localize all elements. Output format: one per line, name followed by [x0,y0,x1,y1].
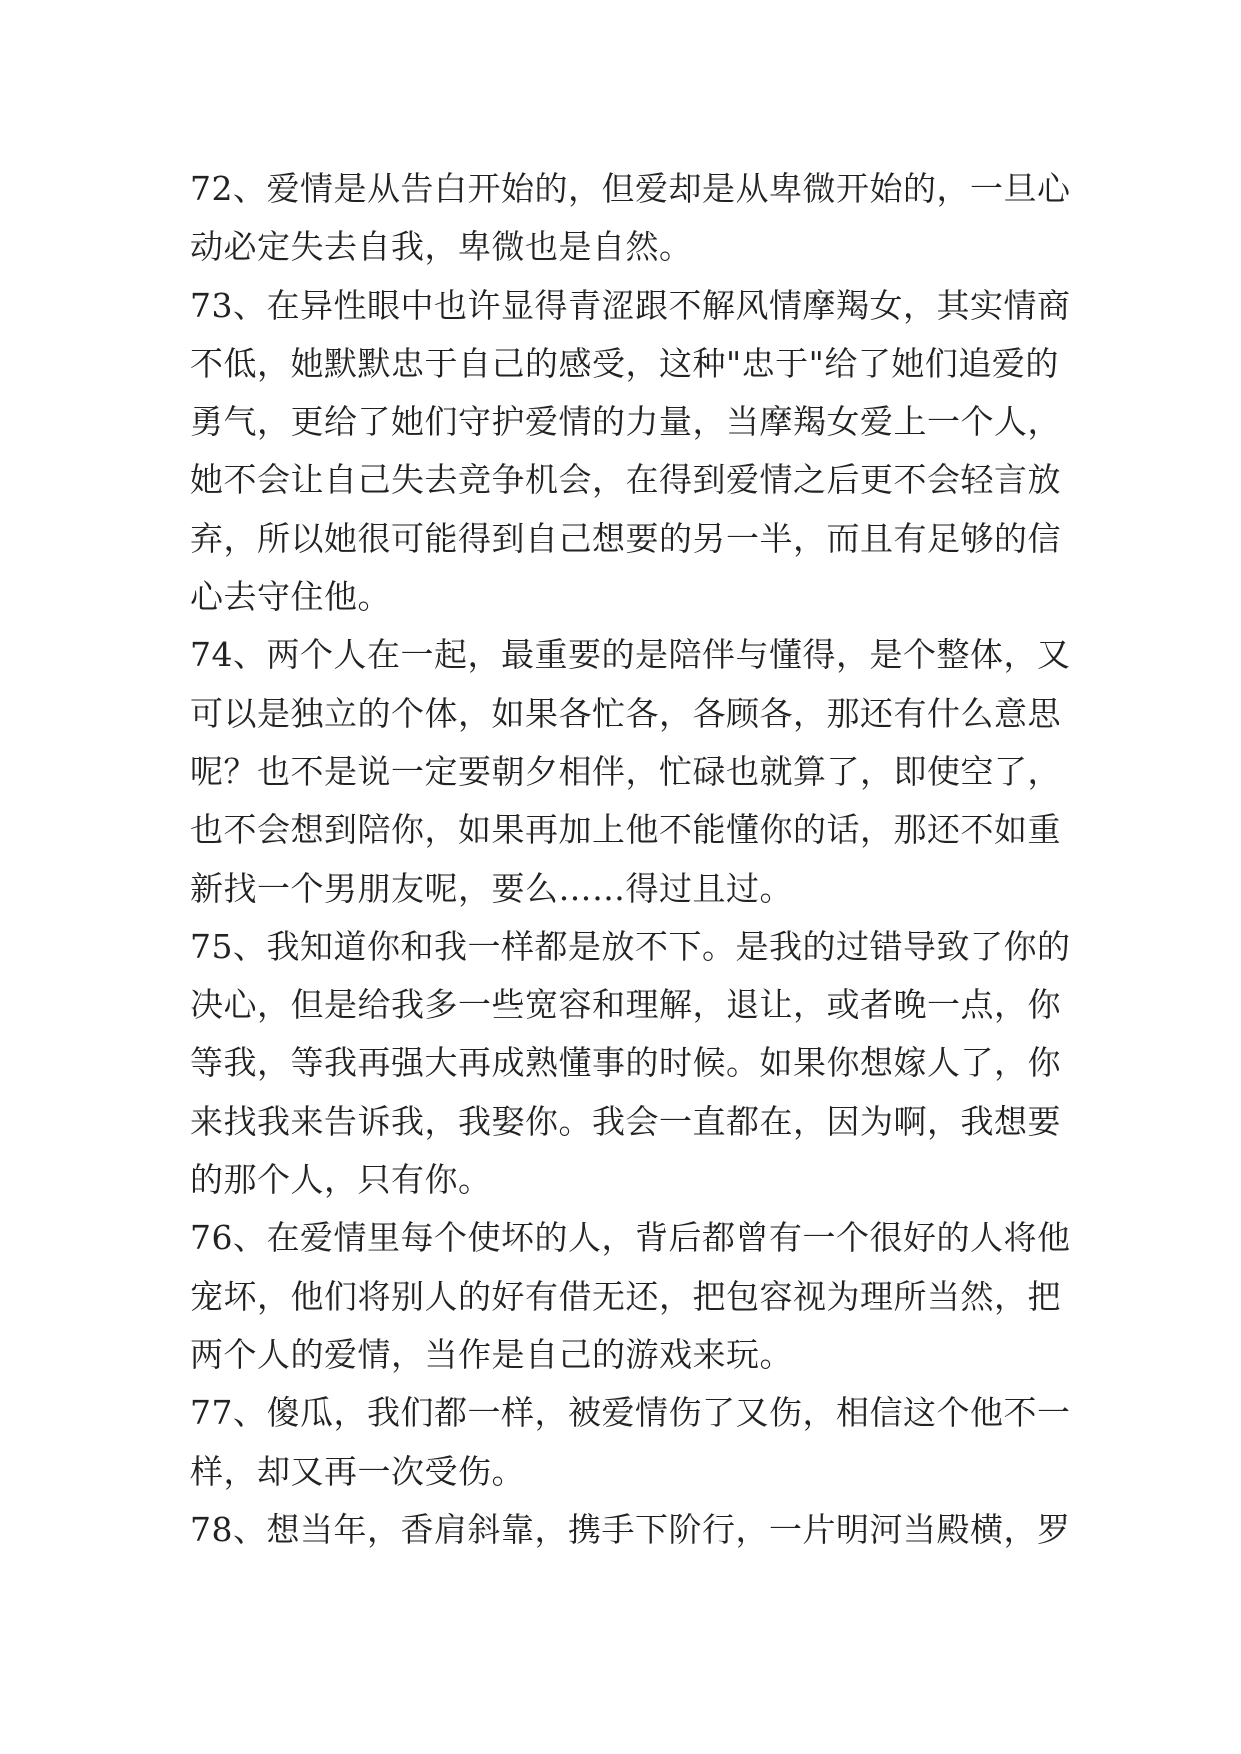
text-line: 样，却又再一次受伤。 [190,1451,525,1491]
entry-73 [190,277,1071,627]
text-line: 等我，等我再强大再成熟懂事的时候。如果你想嫁人了，你 [190,1043,1061,1083]
entry-72 [190,160,1071,277]
text-line: 73、在异性眼中也许显得青涩跟不解风情摩羯女，其实情商 [190,285,1071,325]
text-line: 77、傻瓜，我们都一样，被爱情伤了又伤，相信这个他不一 [190,1393,1071,1433]
text-line: 也不会想到陪你，如果再加上他不能懂你的话，那还不如重 [190,810,1061,850]
entry-76 [190,1209,1071,1384]
text-line: 72、爱情是从告白开始的，但爱却是从卑微开始的，一旦心 [190,169,1071,208]
text-line: 78、想当年，香肩斜靠，携手下阶行，一片明河当殿横，罗 [190,1509,1071,1549]
text-line: 新找一个男朋友呢，要么……得过且过。 [190,868,793,908]
text-line: 心去守住他。 [190,577,391,617]
text-line: 可以是独立的个体，如果各忙各，各顾各，那还有什么意思 [190,693,1061,733]
entry-78 [190,1501,1071,1559]
text-line: 76、在爱情里每个使坏的人，背后都曾有一个很好的人将他 [190,1218,1071,1258]
text-line: 宠坏，他们将别人的好有借无还，把包容视为理所当然，把 [190,1276,1061,1316]
text-line: 75、我知道你和我一样都是放不下。是我的过错导致了你的 [190,926,1071,966]
text-line: 她不会让自己失去竞争机会，在得到爱情之后更不会轻言放 [190,460,1061,500]
text-line: 的那个人，只有你。 [190,1160,492,1200]
text-line: 动必定失去自我，卑微也是自然。 [190,227,693,267]
entry-74 [190,626,1071,917]
text-line: 来找我来告诉我，我娶你。我会一直都在，因为啊，我想要 [190,1101,1061,1141]
text-line: 弃，所以她很可能得到自己想要的另一半，而且有足够的信 [190,518,1061,558]
text-line: 决心，但是给我多一些宽容和理解，退让，或者晚一点，你 [190,985,1061,1025]
text-line: 勇气，更给了她们守护爱情的力量，当摩羯女爱上一个人， [190,402,1061,442]
document-body [190,160,1071,1559]
text-line: 两个人的爱情，当作是自己的游戏来玩。 [190,1334,793,1374]
entry-77 [190,1384,1071,1501]
text-line: 不低，她默默忠于自己的感受，这种"忠于"给了她们追爱的 [190,343,1059,383]
text-line: 74、两个人在一起，最重要的是陪伴与懂得，是个整体，又 [190,635,1071,675]
entry-75 [190,918,1071,1209]
text-line: 呢？也不是说一定要朝夕相伴，忙碌也就算了，即使空了， [190,751,1061,791]
